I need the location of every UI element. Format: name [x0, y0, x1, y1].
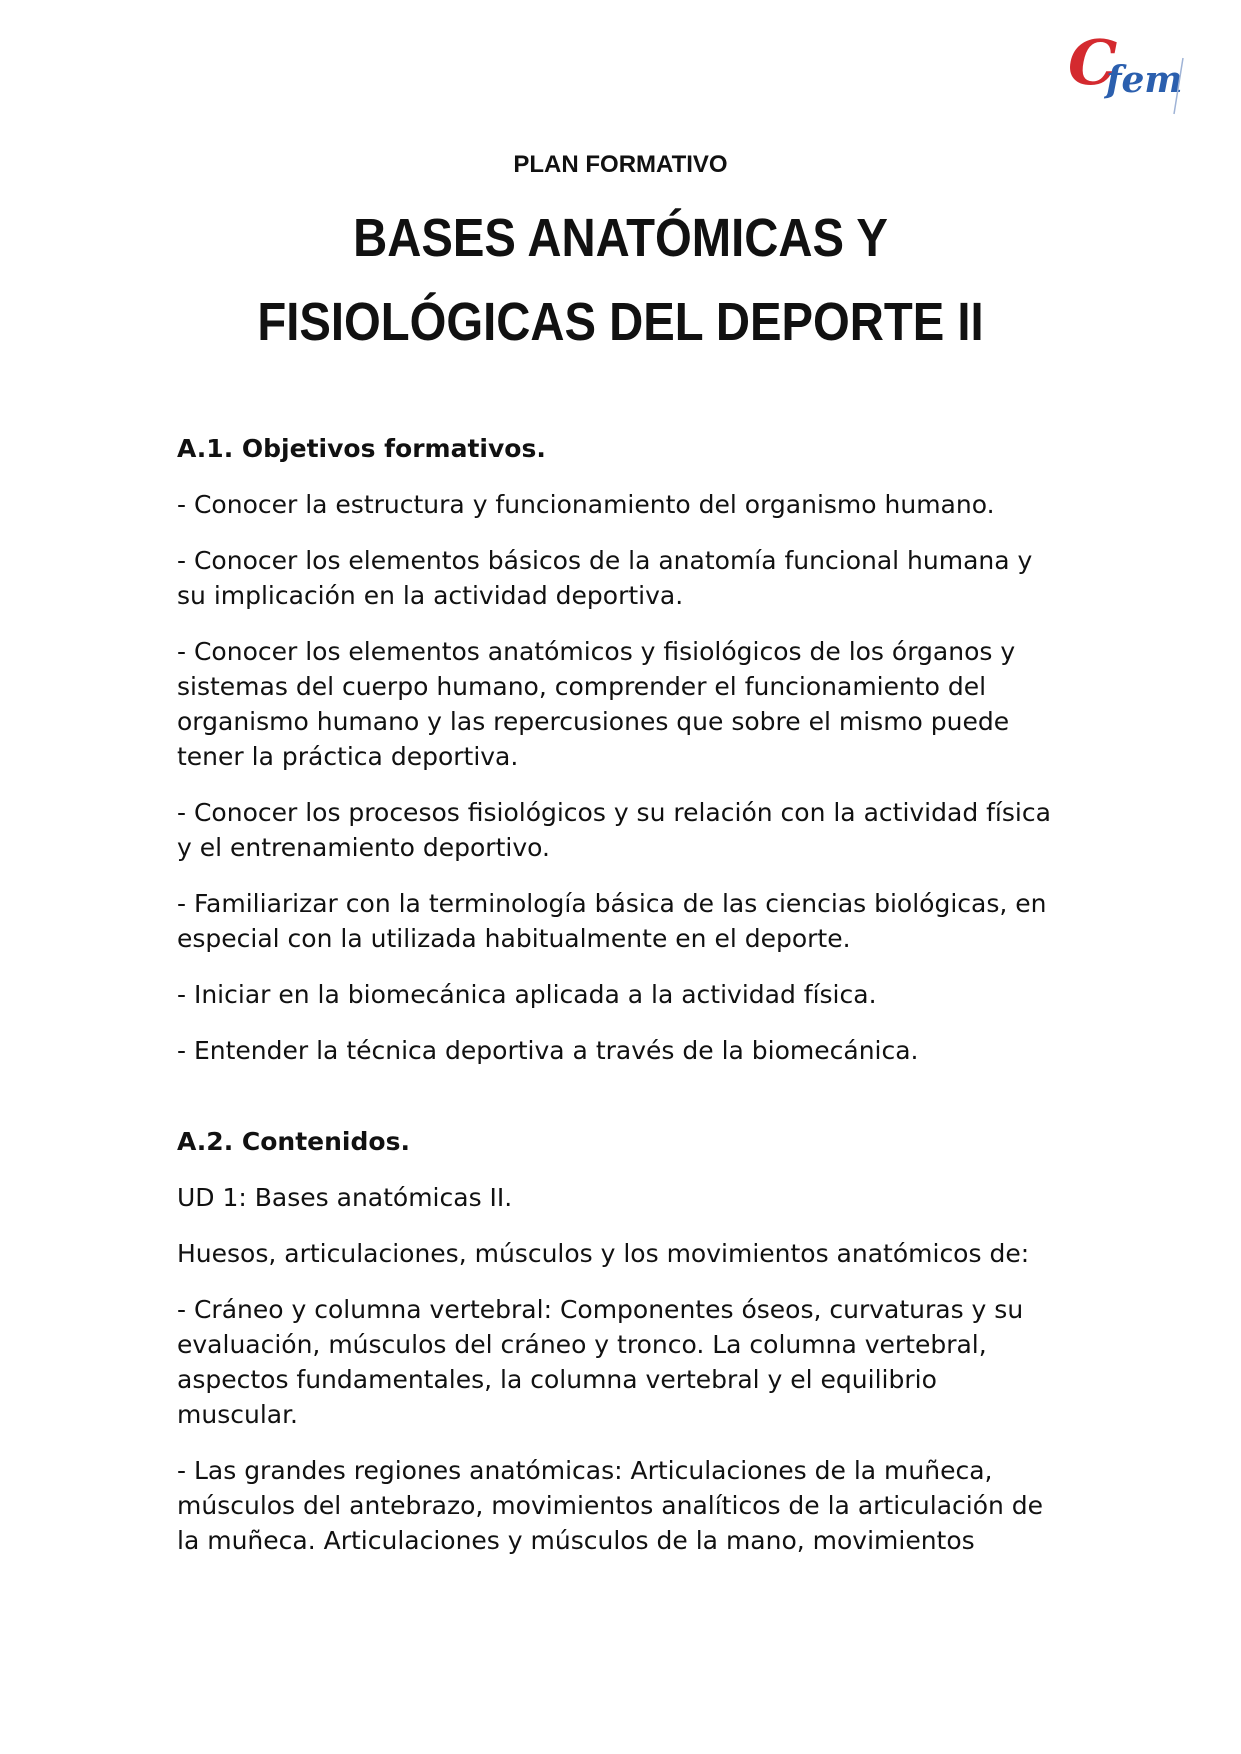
text-line: - Cráneo y columna vertebral: Componentes óseos, curvaturas y su	[177, 1295, 1024, 1324]
text-line: - Conocer la estructura y funcionamiento del organismo humano.	[177, 490, 995, 519]
logo-letters-fem: fem	[1106, 59, 1183, 101]
content-item	[177, 1453, 1077, 1558]
logo-letter-c: C	[1068, 26, 1118, 99]
document-body	[177, 431, 1077, 1579]
section-heading: A.1. Objetivos formativos.	[177, 434, 546, 463]
text-line: - Conocer los procesos fisiológicos y su relación con la actividad física	[177, 798, 1051, 827]
section-objetivos	[177, 431, 1077, 1068]
text-line: - Conocer los elementos básicos de la anatomía funcional humana y	[177, 546, 1033, 575]
text-line: Huesos, articulaciones, músculos y los movimientos anatómicos de:	[177, 1239, 1030, 1268]
text-line: - Entender la técnica deportiva a través de la biomecánica.	[177, 1036, 919, 1065]
objective-item	[177, 634, 1077, 774]
content-item	[177, 1180, 1077, 1215]
text-line: y el entrenamiento deportivo.	[177, 833, 550, 862]
text-line: UD 1: Bases anatómicas II.	[177, 1183, 513, 1212]
text-line: músculos del antebrazo, movimientos analíticos de la articulación de	[177, 1491, 1044, 1520]
text-line: - Familiarizar con la terminología básica de las ciencias biológicas, en	[177, 889, 1047, 918]
text-line: - Conocer los elementos anatómicos y fisiológicos de los órganos y	[177, 637, 1016, 666]
content-item	[177, 1292, 1077, 1432]
text-line: - Las grandes regiones anatómicas: Articulaciones de la muñeca,	[177, 1456, 993, 1485]
text-line: sistemas del cuerpo humano, comprender el funcionamiento del	[177, 672, 987, 701]
text-line: organismo humano y las repercusiones que sobre el mismo puede	[177, 707, 1010, 736]
section-heading: A.2. Contenidos.	[177, 1127, 410, 1156]
text-line: su implicación en la actividad deportiva.	[177, 581, 684, 610]
section-contenidos	[177, 1124, 1077, 1558]
document-title	[0, 196, 1241, 364]
text-line: aspectos fundamentales, la columna vertebral y el equilibrio	[177, 1365, 937, 1394]
objective-item	[177, 487, 1077, 522]
objective-item	[177, 886, 1077, 956]
text-line: muscular.	[177, 1400, 299, 1429]
objective-item	[177, 1033, 1077, 1068]
title-line: BASES ANATÓMICAS Y	[353, 208, 888, 268]
text-line: la muñeca. Articulaciones y músculos de la mano, movimientos	[177, 1526, 975, 1555]
content-item	[177, 1236, 1077, 1271]
text-line: especial con la utilizada habitualmente en el deporte.	[177, 924, 851, 953]
title-line: FISIOLÓGICAS DEL DEPORTE II	[257, 292, 984, 352]
text-line: - Iniciar en la biomecánica aplicada a la actividad física.	[177, 980, 877, 1009]
cfem-logo	[1062, 22, 1192, 118]
objective-item	[177, 795, 1077, 865]
objective-item	[177, 543, 1077, 613]
document-kicker: PLAN FORMATIVO	[513, 151, 728, 178]
text-line: evaluación, músculos del cráneo y tronco. La columna vertebral,	[177, 1330, 987, 1359]
text-line: tener la práctica deportiva.	[177, 742, 519, 771]
objective-item	[177, 977, 1077, 1012]
